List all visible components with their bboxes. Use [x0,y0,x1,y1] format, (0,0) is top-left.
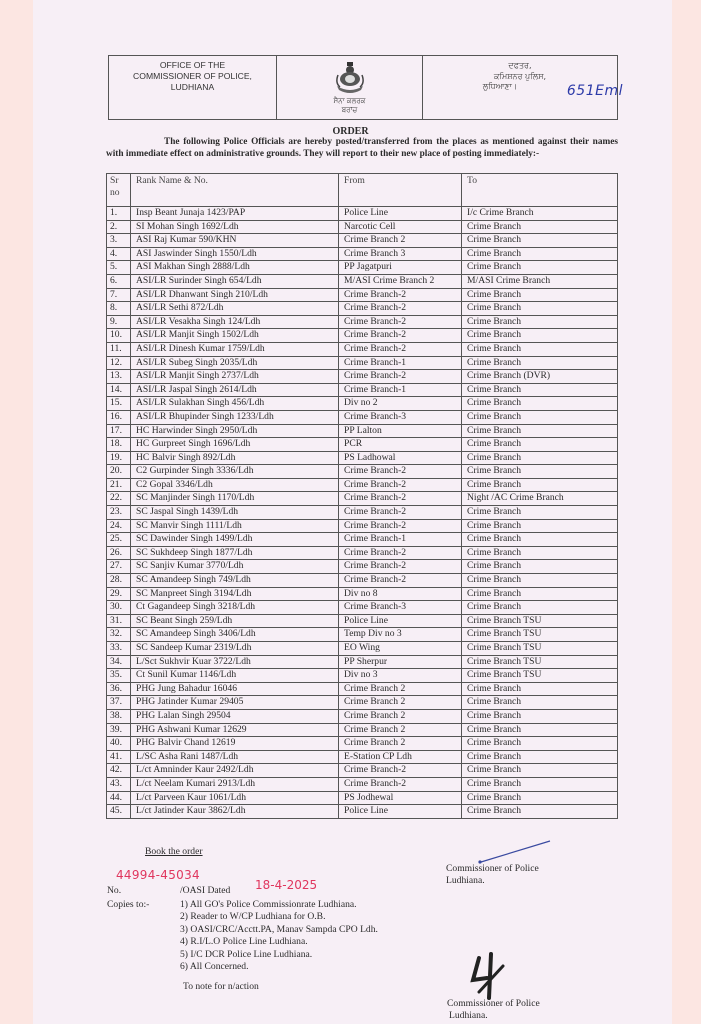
cell-to: Crime Branch [462,234,618,248]
cell-name: ASI/LR Manjit Singh 2737/Ldh [131,370,339,384]
cell-name: ASI/LR Manjit Singh 1502/Ldh [131,329,339,343]
cell-to: Crime Branch TSU [462,614,618,628]
table-row [107,342,618,356]
table-row [107,302,618,316]
cell-to: Crime Branch [462,587,618,601]
cell-to: Crime Branch [462,709,618,723]
cell-to: Crime Branch [462,601,618,615]
cell-from: Crime Branch 2 [339,709,462,723]
order-intro [106,137,618,160]
signatory-city: Ludhiana. [446,875,485,887]
cell-sr: 24. [107,519,131,533]
table-row [107,451,618,465]
cell-from: Crime Branch-3 [339,601,462,615]
cell-name: ASI/LR Bhupinder Singh 1233/Ldh [131,410,339,424]
cell-sr: 26. [107,546,131,560]
copy-item: 3) OASI/CRC/Acctt.PA, Manav Sampda CPO Ldh. [180,923,378,935]
cell-to: Crime Branch [462,329,618,343]
table-row [107,383,618,397]
cell-from: Crime Branch-2 [339,506,462,520]
copy-item: 4) R.I/L.O Police Line Ludhiana. [180,936,308,948]
cell-sr: 10. [107,329,131,343]
letterhead [108,55,623,120]
cell-from: M/ASI Crime Branch 2 [339,274,462,288]
table-row [107,247,618,261]
cell-from: Crime Branch-2 [339,777,462,791]
cell-from: PCR [339,438,462,452]
cell-to: Crime Branch [462,261,618,275]
table-row [107,709,618,723]
signatory-title: Commissioner of Police [446,863,539,874]
cell-from: EO Wing [339,642,462,656]
table-row [107,655,618,669]
cell-to: Crime Branch [462,574,618,588]
cell-name: L/ct Jatinder Kaur 3862/Ldh [131,805,339,819]
table-row [107,750,618,764]
cell-to: Crime Branch [462,288,618,302]
cell-from: Crime Branch 2 [339,682,462,696]
cell-to: Crime Branch TSU [462,628,618,642]
cell-name: PHG Balvir Chand 12619 [131,737,339,751]
office-line-1: OFFICE OF THE [159,60,226,70]
copy-item: 6) All Concerned. [180,961,249,973]
cell-name: HC Gurpreet Singh 1696/Ldh [131,438,339,452]
table-row [107,274,618,288]
signatory-city: Ludhiana. [449,1010,488,1022]
cell-from: Crime Branch-1 [339,533,462,547]
cell-sr: 38. [107,709,131,723]
cell-to: Crime Branch [462,465,618,479]
oasi-dated: /OASI Dated [180,885,231,896]
cell-sr: 3. [107,234,131,248]
cell-to: Crime Branch TSU [462,642,618,656]
table-row [107,764,618,778]
cell-name: PHG Jatinder Kumar 29405 [131,696,339,710]
cell-to: Crime Branch [462,356,618,370]
cell-from: E-Station CP Ldh [339,750,462,764]
signatory-title: Commissioner of Police [447,998,540,1009]
cell-to: Crime Branch [462,777,618,791]
cell-name: HC Harwinder Singh 2950/Ldh [131,424,339,438]
copy-item: 5) I/C DCR Police Line Ludhiana. [180,948,313,960]
cell-from: Crime Branch-3 [339,410,462,424]
cell-sr: 2. [107,220,131,234]
emblem-cell [277,56,423,119]
cell-from: Crime Branch-2 [339,574,462,588]
cell-name: SC Amandeep Singh 3406/Ldh [131,628,339,642]
cell-from: PS Ladhowal [339,451,462,465]
cell-name: ASI/LR Dhanwant Singh 210/Ldh [131,288,339,302]
cell-name: Insp Beant Junaja 1423/PAP [131,207,339,221]
cell-from: Crime Branch-2 [339,492,462,506]
cell-sr: 41. [107,750,131,764]
table-row [107,614,618,628]
col-header-sr: Sr no [107,174,131,207]
cell-to: Crime Branch [462,478,618,492]
cell-sr: 23. [107,506,131,520]
table-row [107,805,618,819]
cell-to: M/ASI Crime Branch [462,274,618,288]
cell-sr: 9. [107,315,131,329]
cell-sr: 18. [107,438,131,452]
table-row [107,397,618,411]
table-row [107,424,618,438]
posting-table [106,173,618,819]
table-row [107,234,618,248]
office-line-2: COMMISSIONER OF POLICE, [133,71,252,81]
cell-sr: 12. [107,356,131,370]
order-intro-text: The following Police Officials are hereby posted/transferred from the places as mentioned against their names with immediate effect on administrative grounds. They will report to their new place of posting immediately:- [106,137,618,159]
table-row [107,546,618,560]
cell-name: ASI Jaswinder Singh 1550/Ldh [131,247,339,261]
cell-to: Crime Branch TSU [462,669,618,683]
signatory-bottom [447,998,540,1023]
table-row [107,777,618,791]
cell-from: Div no 8 [339,587,462,601]
table-row [107,288,618,302]
cell-from: Crime Branch 3 [339,247,462,261]
cell-name: PHG Ashwani Kumar 12629 [131,723,339,737]
cell-name: ASI/LR Subeg Singh 2035/Ldh [131,356,339,370]
cell-sr: 15. [107,397,131,411]
cell-sr: 27. [107,560,131,574]
copy-item: 1) All GO's Police Commissionrate Ludhiana. [180,899,357,910]
table-header-row [107,174,618,207]
cell-name: ASI/LR Surinder Singh 654/Ldh [131,274,339,288]
cell-from: Crime Branch-2 [339,519,462,533]
cell-sr: 34. [107,655,131,669]
cell-sr: 29. [107,587,131,601]
cell-from: Crime Branch-1 [339,383,462,397]
punjabi-line-3: ਲੁਧਿਆਣਾ। [482,82,518,91]
table-row [107,261,618,275]
copies-list [180,899,378,973]
table-row [107,737,618,751]
branch-line-2: ਬਰਾਂਚ [341,106,358,114]
cell-to: Crime Branch [462,315,618,329]
no-label: No. [107,885,122,896]
cell-to: Crime Branch [462,397,618,411]
cell-to: Crime Branch [462,764,618,778]
table-row [107,207,618,221]
cell-from: Crime Branch-2 [339,764,462,778]
cell-name: SI Mohan Singh 1692/Ldh [131,220,339,234]
cell-to: Crime Branch [462,342,618,356]
cell-to: Crime Branch [462,410,618,424]
cell-sr: 7. [107,288,131,302]
cell-name: C2 Gopal 3346/Ldh [131,478,339,492]
cell-sr: 8. [107,302,131,316]
punjabi-line-2: ਕਮਿਸ਼ਨਰ ਪੁਲਿਸ, [493,71,547,81]
punjabi-line-1: ਦਫਤਰ, [508,61,532,70]
arrow-mark-icon [475,838,555,866]
cell-sr: 37. [107,696,131,710]
cell-name: ASI/LR Sulakhan Singh 456/Ldh [131,397,339,411]
cell-sr: 21. [107,478,131,492]
branch-name [277,97,422,115]
cell-sr: 35. [107,669,131,683]
handwritten-reference: 651Eml [566,83,623,99]
cell-sr: 31. [107,614,131,628]
cell-from: Police Line [339,614,462,628]
cell-from: Police Line [339,805,462,819]
table-row [107,628,618,642]
cell-sr: 36. [107,682,131,696]
cell-to: Crime Branch [462,533,618,547]
table-row [107,410,618,424]
table-row [107,601,618,615]
cell-name: PHG Jung Bahadur 16046 [131,682,339,696]
cell-from: Crime Branch-2 [339,315,462,329]
table-row [107,574,618,588]
cell-sr: 22. [107,492,131,506]
cell-sr: 25. [107,533,131,547]
cell-sr: 28. [107,574,131,588]
cell-sr: 19. [107,451,131,465]
copies-label: Copies to:- [107,899,150,910]
cell-to: Crime Branch TSU [462,655,618,669]
signatory-top [446,863,539,888]
cell-sr: 30. [107,601,131,615]
cell-sr: 6. [107,274,131,288]
cell-to: Crime Branch [462,560,618,574]
table-row [107,315,618,329]
table-row [107,533,618,547]
table-row [107,519,618,533]
cell-sr: 40. [107,737,131,751]
cell-to: Crime Branch (DVR) [462,370,618,384]
cell-from: Temp Div no 3 [339,628,462,642]
cell-to: Crime Branch [462,546,618,560]
cell-to: Crime Branch [462,791,618,805]
cell-sr: 45. [107,805,131,819]
table-row [107,642,618,656]
cell-name: L/ct Parveen Kaur 1061/Ldh [131,791,339,805]
cell-sr: 5. [107,261,131,275]
table-row [107,587,618,601]
cell-name: SC Manpreet Singh 3194/Ldh [131,587,339,601]
cell-name: L/ct Amninder Kaur 2492/Ldh [131,764,339,778]
cell-from: Crime Branch-2 [339,560,462,574]
cell-sr: 1. [107,207,131,221]
cell-sr: 39. [107,723,131,737]
table-row [107,669,618,683]
cell-from: Crime Branch-2 [339,465,462,479]
cell-sr: 16. [107,410,131,424]
cell-to: Crime Branch [462,682,618,696]
table-row [107,696,618,710]
cell-from: Div no 2 [339,397,462,411]
cell-from: Crime Branch 2 [339,234,462,248]
book-the-order: Book the order [145,846,203,857]
cell-from: Police Line [339,207,462,221]
col-header-name: Rank Name & No. [131,174,339,207]
cell-from: Crime Branch-2 [339,329,462,343]
cell-from: Narcotic Cell [339,220,462,234]
table-row [107,370,618,384]
cell-sr: 43. [107,777,131,791]
cell-to: Night /AC Crime Branch [462,492,618,506]
cell-from: Crime Branch-2 [339,288,462,302]
cell-name: SC Sanjiv Kumar 3770/Ldh [131,560,339,574]
signature-icon [465,952,515,1002]
cell-name: SC Manjinder Singh 1170/Ldh [131,492,339,506]
cell-name: Ct Sunil Kumar 1146/Ldh [131,669,339,683]
cell-sr: 44. [107,791,131,805]
cell-to: Crime Branch [462,383,618,397]
cell-sr: 20. [107,465,131,479]
copy-item: 2) Reader to W/CP Ludhiana for O.B. [180,911,326,923]
cell-name: SC Manvir Singh 1111/Ldh [131,519,339,533]
table-row [107,329,618,343]
cell-to: Crime Branch [462,424,618,438]
cell-name: SC Amandeep Singh 749/Ldh [131,574,339,588]
cell-sr: 42. [107,764,131,778]
cell-from: Crime Branch-2 [339,302,462,316]
cell-to: Crime Branch [462,737,618,751]
cell-sr: 32. [107,628,131,642]
cell-to: Crime Branch [462,696,618,710]
table-row [107,791,618,805]
cell-from: Crime Branch-2 [339,370,462,384]
cell-to: Crime Branch [462,805,618,819]
cell-name: C2 Gurpinder Singh 3336/Ldh [131,465,339,479]
cell-name: ASI Makhan Singh 2888/Ldh [131,261,339,275]
table-row [107,560,618,574]
branch-line-1: ਸੈਨਾ ਕਲਰਕ [333,97,366,105]
cell-sr: 14. [107,383,131,397]
cell-sr: 13. [107,370,131,384]
cell-name: L/Sct Sukhvir Kuar 3722/Ldh [131,655,339,669]
cell-sr: 17. [107,424,131,438]
cell-sr: 11. [107,342,131,356]
office-line-3: LUDHIANA [170,82,215,92]
cell-to: Crime Branch [462,519,618,533]
handwritten-ref-no: 44994-45034 [116,868,200,882]
cell-name: HC Balvir Singh 892/Ldh [131,451,339,465]
cell-from: PP Jagatpuri [339,261,462,275]
table-row [107,723,618,737]
cell-from: PS Jodhewal [339,791,462,805]
table-row [107,220,618,234]
cell-from: PP Lalton [339,424,462,438]
cell-to: I/c Crime Branch [462,207,618,221]
cell-name: ASI/LR Vesakha Singh 124/Ldh [131,315,339,329]
cell-name: SC Sukhdeep Singh 1877/Ldh [131,546,339,560]
cell-from: Crime Branch 2 [339,723,462,737]
cell-name: ASI/LR Sethi 872/Ldh [131,302,339,316]
cell-from: Crime Branch-1 [339,356,462,370]
cell-from: PP Sherpur [339,655,462,669]
note-for-action: To note for n/action [183,981,259,992]
cell-from: Div no 3 [339,669,462,683]
cell-to: Crime Branch [462,451,618,465]
cell-to: Crime Branch [462,247,618,261]
cell-name: Ct Gagandeep Singh 3218/Ldh [131,601,339,615]
col-header-from: From [339,174,462,207]
cell-name: SC Jaspal Singh 1439/Ldh [131,506,339,520]
handwritten-date: 18-4-2025 [255,878,318,892]
table-row [107,506,618,520]
cell-from: Crime Branch-2 [339,546,462,560]
col-header-to: To [462,174,618,207]
cell-name: PHG Lalan Singh 29504 [131,709,339,723]
table-row [107,356,618,370]
cell-name: SC Sandeep Kumar 2319/Ldh [131,642,339,656]
cell-name: L/SC Asha Rani 1487/Ldh [131,750,339,764]
table-row [107,478,618,492]
cell-from: Crime Branch-2 [339,478,462,492]
table-row [107,682,618,696]
cell-to: Crime Branch [462,220,618,234]
cell-to: Crime Branch [462,723,618,737]
cell-from: Crime Branch 2 [339,696,462,710]
order-title: ORDER [332,126,369,137]
cell-to: Crime Branch [462,506,618,520]
cell-name: ASI Raj Kumar 590/KHN [131,234,339,248]
cell-from: Crime Branch 2 [339,737,462,751]
table-row [107,492,618,506]
police-emblem-icon [334,61,366,95]
cell-name: ASI/LR Dinesh Kumar 1759/Ldh [131,342,339,356]
cell-from: Crime Branch-2 [339,342,462,356]
office-name-english [109,56,277,119]
cell-sr: 4. [107,247,131,261]
cell-to: Crime Branch [462,438,618,452]
table-row [107,465,618,479]
table-row [107,438,618,452]
office-name-punjabi [423,56,623,119]
cell-to: Crime Branch [462,302,618,316]
cell-sr: 33. [107,642,131,656]
cell-name: L/ct Neelam Kumari 2913/Ldh [131,777,339,791]
cell-name: SC Beant Singh 259/Ldh [131,614,339,628]
cell-to: Crime Branch [462,750,618,764]
cell-name: SC Dawinder Singh 1499/Ldh [131,533,339,547]
cell-name: ASI/LR Jaspal Singh 2614/Ldh [131,383,339,397]
